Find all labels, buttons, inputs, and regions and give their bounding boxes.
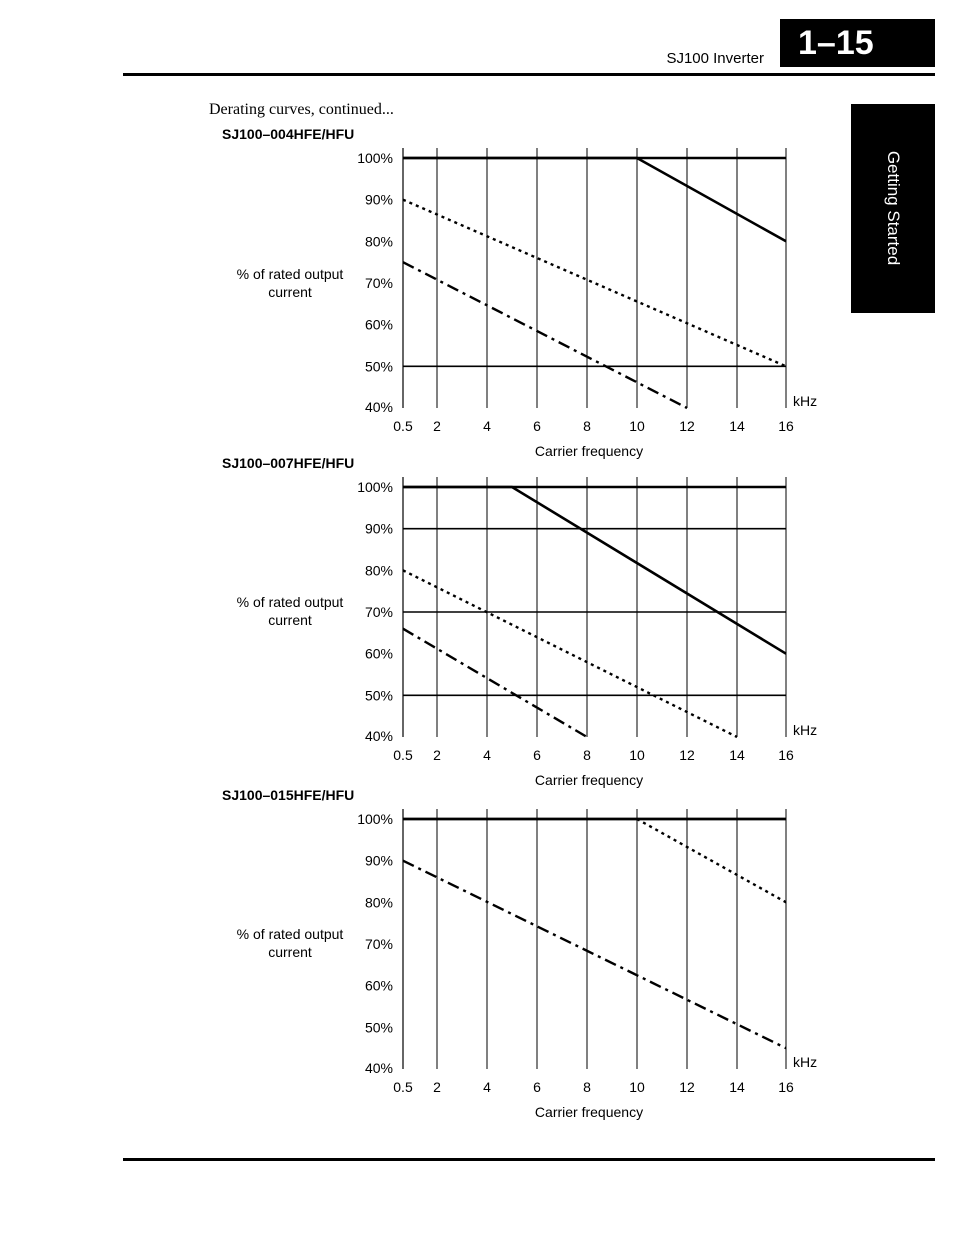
x-tick-label: 8 — [583, 1079, 591, 1095]
footer-rule — [123, 1158, 935, 1161]
x-tick-label: 8 — [583, 418, 591, 434]
x-tick-label: 14 — [729, 418, 745, 434]
x-tick-label: 16 — [778, 1079, 794, 1095]
x-tick-label: 16 — [778, 747, 794, 763]
y-tick-label: 90% — [364, 520, 393, 537]
x-axis-title: Carrier frequency — [534, 1104, 644, 1120]
series-dotted-line — [637, 819, 786, 902]
x-tick-label: 0.5 — [393, 418, 413, 434]
y-tick-label: 70% — [364, 936, 393, 952]
y-tick-label: 40% — [364, 1060, 393, 1076]
section-tab-label: Getting Started — [884, 150, 903, 266]
x-tick-label: 12 — [679, 747, 695, 763]
chart-2-ylabel: % of rated output current — [236, 594, 344, 628]
x-tick-label: 0.5 — [393, 747, 413, 763]
chart-3-ylabel: % of rated output current — [236, 926, 344, 960]
y-tick-label: 60% — [364, 645, 393, 662]
x-tick-label: 4 — [483, 747, 491, 763]
x-tick-label: 6 — [533, 418, 541, 434]
x-tick-label: 2 — [433, 418, 441, 434]
y-tick-label: 80% — [364, 233, 393, 250]
x-axis-title: Carrier frequency — [534, 443, 644, 459]
y-tick-label: 70% — [364, 275, 393, 291]
y-tick-label: 90% — [364, 191, 393, 208]
y-tick-label: 100% — [357, 150, 393, 166]
x-tick-label: 2 — [433, 1079, 441, 1095]
y-tick-label: 100% — [357, 811, 393, 827]
x-unit-label: kHz — [793, 1054, 818, 1070]
y-tick-label: 60% — [364, 977, 393, 994]
page-number: 1–15 — [798, 24, 874, 62]
series-solid-line — [403, 158, 786, 241]
intro-text: Derating curves, continued... — [209, 101, 394, 118]
x-tick-label: 4 — [483, 418, 491, 434]
x-tick-label: 8 — [583, 747, 591, 763]
page-number-box — [780, 19, 935, 67]
series-dash-dot-line — [403, 262, 687, 408]
derating-chart-007 — [340, 469, 830, 788]
y-tick-label: 60% — [364, 316, 393, 333]
y-tick-label: 50% — [364, 358, 393, 375]
section-tab — [851, 104, 935, 313]
y-tick-label: 40% — [364, 728, 393, 744]
x-tick-label: 12 — [679, 418, 695, 434]
x-tick-label: 12 — [679, 1079, 695, 1095]
x-tick-label: 0.5 — [393, 1079, 413, 1095]
x-tick-label: 10 — [629, 747, 645, 763]
x-tick-label: 6 — [533, 1079, 541, 1095]
x-tick-label: 14 — [729, 747, 745, 763]
y-tick-label: 80% — [364, 562, 393, 579]
x-unit-label: kHz — [793, 722, 818, 738]
x-tick-label: 2 — [433, 747, 441, 763]
derating-chart-004 — [340, 140, 830, 459]
chart-1-ylabel: % of rated output current — [236, 266, 344, 300]
chart-1-title: SJ100–004HFE/HFU — [222, 126, 355, 142]
series-dash-dot-line — [403, 629, 587, 737]
y-tick-label: 40% — [364, 399, 393, 415]
x-tick-label: 14 — [729, 1079, 745, 1095]
derating-chart-015 — [340, 801, 830, 1120]
header-subtitle: SJ100 Inverter — [666, 50, 764, 67]
x-axis-title: Carrier frequency — [534, 772, 644, 788]
x-tick-label: 10 — [629, 418, 645, 434]
y-tick-label: 70% — [364, 604, 393, 620]
y-tick-label: 80% — [364, 894, 393, 911]
x-tick-label: 16 — [778, 418, 794, 434]
x-unit-label: kHz — [793, 393, 818, 409]
y-tick-label: 50% — [364, 1019, 393, 1036]
x-tick-label: 6 — [533, 747, 541, 763]
series-solid-line — [403, 487, 786, 654]
x-tick-label: 4 — [483, 1079, 491, 1095]
series-dotted-line — [403, 200, 786, 367]
header-rule — [123, 73, 935, 76]
x-tick-label: 10 — [629, 1079, 645, 1095]
chart-2-title: SJ100–007HFE/HFU — [222, 455, 355, 471]
y-tick-label: 50% — [364, 687, 393, 704]
series-dash-dot-line — [403, 861, 786, 1048]
chart-3-title: SJ100–015HFE/HFU — [222, 787, 355, 803]
y-tick-label: 90% — [364, 852, 393, 869]
y-tick-label: 100% — [357, 479, 393, 495]
